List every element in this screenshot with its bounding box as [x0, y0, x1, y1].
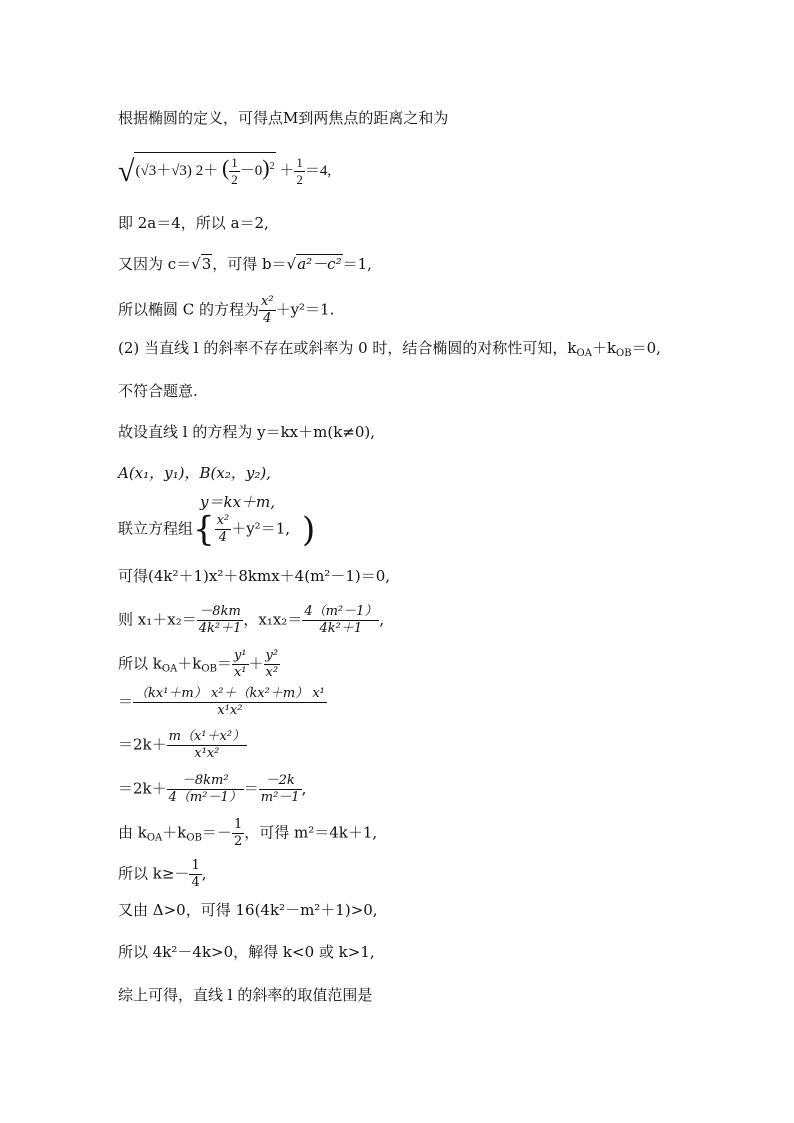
sqrt-sign: √ [191, 255, 201, 273]
fraction-numerator: y¹ [233, 648, 247, 663]
text-part: 所以 k≥－ [118, 864, 190, 883]
text-part: 所以椭圆 C 的方程为 [118, 300, 260, 319]
text-line-21: 综上可得，直线 l 的斜率的取值范围是 [118, 986, 373, 1004]
subscript: OA [161, 663, 178, 675]
text-line-14 [118, 686, 327, 719]
fraction-denominator: 4 [259, 310, 276, 327]
text-line-8: 故设直线 l 的方程为 y＝kx＋m(k≠0), [118, 423, 376, 441]
paren-close: ) [262, 154, 270, 180]
text-part: , [301, 779, 307, 798]
fraction [232, 648, 249, 681]
text-part: ＋y²＝1, [231, 519, 291, 538]
text-line-17 [118, 817, 377, 850]
text-line-12 [118, 604, 384, 637]
sqrt-sign: √ [286, 255, 297, 273]
formula-part: ＝4, [304, 162, 332, 179]
fraction-numerator: y² [265, 648, 279, 663]
fraction-numerator: m（x¹＋x²） [168, 729, 246, 744]
text-line-2-formula [118, 152, 331, 188]
fraction [232, 817, 244, 850]
fraction-numerator: 1 [233, 817, 243, 832]
text-part: , [201, 864, 207, 883]
fraction-denominator: x¹x² [167, 745, 247, 762]
fraction-denominator: 4k²＋1 [198, 621, 242, 636]
text-part: 又因为 c＝ [118, 255, 192, 273]
text-part: ＋k [162, 823, 187, 842]
text-line-19: 又由 Δ>0，可得 16(4k²－m²＋1)>0, [118, 901, 378, 919]
text-part: ，可得 b＝ [212, 255, 287, 273]
text-part: (2) 当直线 l 的斜率不存在或斜率为 0 时，结合椭圆的对称性可知，k [118, 339, 577, 357]
fraction-denominator: 2 [296, 172, 303, 187]
subscript: OB [201, 663, 217, 675]
text-line-6 [118, 338, 661, 364]
fraction-numerator: 1 [296, 155, 303, 170]
text-line-3: 即 2a＝4，所以 a＝2, [118, 214, 269, 232]
text-line-9: A(x₁，y₁)，B(x₂，y₂), [118, 464, 271, 482]
text-part: 所以 k [118, 654, 162, 673]
fraction [167, 773, 244, 806]
text-part: ＝1, [342, 255, 372, 273]
fraction-numerator: （kx¹＋m） x²＋（kx²＋m） x¹ [135, 686, 325, 701]
text-part: ，可得 m²＝4k＋1, [244, 823, 378, 842]
fraction-denominator: 2 [233, 834, 243, 849]
fraction-numerator: x² [261, 294, 274, 309]
fraction [259, 773, 302, 806]
fraction-numerator: x² [216, 513, 230, 528]
text-part: ＝2k＋ [118, 779, 167, 798]
text-line-7: 不符合题意. [118, 382, 198, 400]
text-part: ＝ [243, 779, 259, 798]
left-brace: { [193, 509, 215, 550]
text-line-13 [118, 648, 280, 681]
fraction-numerator: 4（m²－1） [304, 604, 378, 619]
fraction [259, 294, 276, 327]
fraction [229, 155, 240, 188]
fraction [294, 155, 305, 188]
paren-open: ( [221, 154, 230, 180]
text-part: ＝2k＋ [118, 735, 167, 754]
text-part: ＝－ [201, 823, 232, 842]
fraction [189, 858, 201, 891]
text-line-1: 根据椭圆的定义，可得点M到两焦点的距离之和为 [118, 109, 449, 127]
fraction-denominator: 4（m²－1） [168, 790, 242, 805]
fraction [302, 604, 379, 637]
sqrt-body: a²－c² [297, 255, 342, 273]
text-part: ＋y²＝1. [275, 300, 335, 319]
formula-part: (√3＋√3) [135, 162, 192, 179]
fraction [215, 513, 232, 546]
text-line-18 [118, 858, 207, 891]
fraction-numerator: －8km [199, 604, 241, 619]
fraction [197, 604, 244, 637]
text-part: ＝0, [631, 339, 661, 357]
subscript: OA [146, 832, 163, 844]
text-part: ＝ [118, 692, 134, 711]
fraction-numerator: －2k [265, 773, 295, 788]
text-part: ＋ [248, 654, 264, 673]
fraction-numerator: 1 [191, 858, 200, 873]
subscript: OB [186, 832, 202, 844]
subscript: OB [616, 348, 632, 359]
formula-part: 2＋ [195, 162, 219, 179]
sqrt-body: 3 [201, 255, 212, 273]
fraction-denominator: m²－1 [260, 790, 300, 805]
text-part: ＋k [591, 339, 617, 357]
fraction-denominator: x¹x² [133, 702, 327, 719]
text-part: 由 k [118, 823, 147, 842]
fraction-denominator: x² [264, 664, 281, 681]
fraction-denominator: x¹ [232, 664, 249, 681]
text-part: ，x₁x₂＝ [243, 610, 303, 629]
formula-part: －0 [239, 162, 263, 179]
fraction-numerator: －8km² [181, 773, 229, 788]
text-part: , [379, 610, 385, 629]
text-part: ＋k [177, 654, 202, 673]
fraction [264, 648, 281, 681]
text-part: ＝ [216, 654, 232, 673]
text-line-11: 可得(4k²＋1)x²＋8kmx＋4(m²－1)＝0, [118, 567, 391, 585]
text-line-5 [118, 294, 334, 327]
text-line-16 [118, 773, 306, 806]
text-line-20: 所以 4k²－4k>0，解得 k<0 或 k>1, [118, 943, 375, 961]
text-part: 则 x₁＋x₂＝ [118, 610, 197, 629]
fraction-denominator: 4k²＋1 [302, 620, 379, 637]
subscript: OA [576, 348, 592, 359]
fraction-denominator: 4 [215, 529, 232, 546]
fraction [167, 729, 247, 762]
fraction-denominator: 2 [231, 172, 238, 187]
fraction [133, 686, 327, 719]
sqrt-sign: √ [118, 154, 135, 188]
exponent: 2 [269, 160, 275, 172]
right-paren: ) [302, 509, 316, 550]
text-part: 联立方程组 [118, 519, 194, 538]
fraction-denominator: 4 [191, 875, 200, 890]
system-eq-top: y＝kx＋m, [200, 493, 276, 511]
formula-part: ＋ [279, 162, 295, 179]
text-line-15 [118, 729, 247, 762]
text-line-10 [118, 509, 316, 550]
sqrt-body [134, 152, 275, 188]
text-line-4 [118, 254, 372, 274]
fraction-numerator: 1 [231, 155, 238, 170]
